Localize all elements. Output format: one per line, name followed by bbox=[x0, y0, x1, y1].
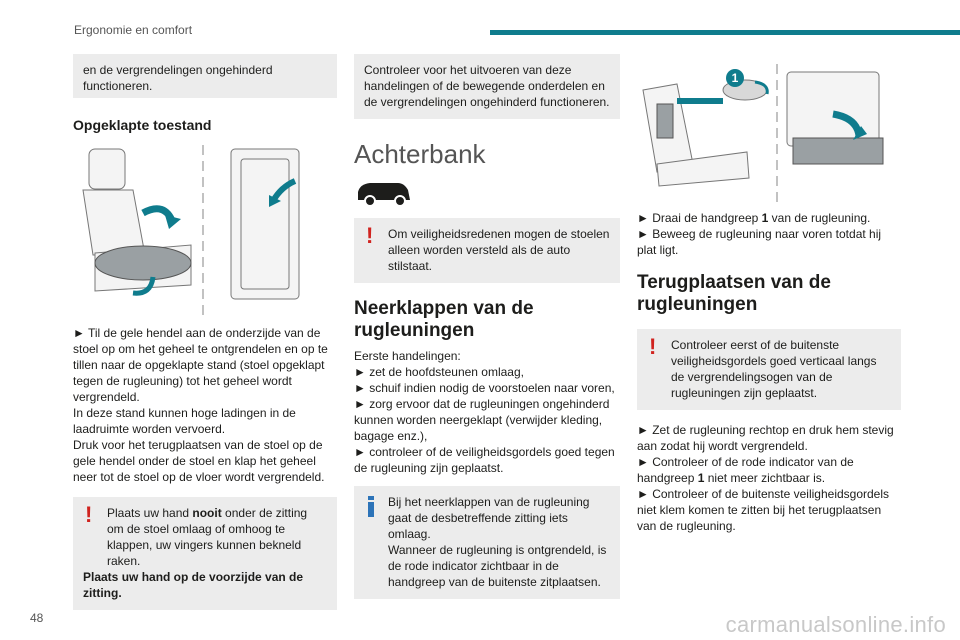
page-number: 48 bbox=[30, 611, 44, 625]
warning-belts-text: Controleer eerst of de buitenste veiligheidsgordels goed verticaal langs de vergrendelingsogen van de rugleuningen zijn geplaatst. bbox=[671, 338, 877, 400]
replace-step-2 bbox=[637, 454, 901, 486]
folded-seat-illustration bbox=[73, 145, 337, 315]
folded-step: ► Til de gele hendel aan de onderzijde van de stoel op om het geheel te ontgrendelen en op te tillen naar de opgeklapte stand (stoel opgeklapt tegen de rugleuning) tot het geheel wordt vergrendeld. bbox=[73, 326, 328, 404]
heading-replace-backrests: Terugplaatsen van de rugleuningen bbox=[637, 272, 831, 315]
warning-hand-post: onder de zitting om de stoel omlaag of omhoog te klappen, uw vingers kunnen bekneld raken. bbox=[107, 506, 308, 568]
fold-step-intro: Eerste handelingen: bbox=[354, 349, 461, 363]
warning-hand-text bbox=[83, 502, 327, 569]
warning-box-hand bbox=[73, 497, 337, 610]
step1-post: van de rugleuning. bbox=[768, 211, 871, 225]
heading-fold-down-backrests: Neerklappen van de rugleuningen bbox=[354, 298, 534, 341]
replace-body bbox=[637, 422, 901, 534]
van-silhouette-icon bbox=[354, 180, 414, 208]
replace-step-2-bold: 1 bbox=[697, 471, 705, 485]
warning-box-stationary bbox=[354, 218, 620, 283]
fold-down-body bbox=[354, 348, 620, 476]
fold-step-2: ► schuif indien nodig de voorstoelen naar voren, bbox=[354, 381, 615, 395]
section-title-rear-bench: Achterbank bbox=[354, 139, 486, 169]
step1-bold: 1 bbox=[761, 211, 769, 225]
exclamation-icon: ! bbox=[649, 334, 657, 359]
column-right bbox=[637, 54, 901, 534]
exclamation-icon: ! bbox=[366, 223, 374, 248]
fold-step-handle bbox=[637, 210, 901, 226]
info-folding-text: Bij het neerklappen van de rugleuning gaat de desbetreffende zitting iets omlaag. Wanneer de rugleuning is ontgrendeld, is de rode indicator zichtbaar in de handgreep van de buitenste zitplaatsen. bbox=[388, 495, 607, 589]
callout-1-label: 1 bbox=[731, 71, 739, 85]
fold-step-flat: ► Beweeg de rugleuning naar voren totdat hij plat ligt. bbox=[637, 227, 882, 257]
fold-steps bbox=[637, 210, 901, 258]
illustration-folded-seat bbox=[73, 145, 337, 315]
replace-step-2-pre: ► Controleer of de rode indicator van de handgreep bbox=[637, 455, 854, 485]
continued-note-text: en de vergrendelingen ongehinderd functioneren. bbox=[83, 63, 273, 93]
info-box-folding bbox=[354, 486, 620, 599]
column-left bbox=[73, 54, 337, 610]
watermark: carmanualsonline.info bbox=[725, 612, 946, 637]
folded-note-1: In deze stand kunnen hoge ladingen in de laadruimte worden vervoerd. bbox=[73, 406, 296, 436]
van-icon bbox=[354, 180, 620, 208]
fold-step-4: ► controleer of de veiligheidsgordels goed tegen de rugleuning zijn geplaatst. bbox=[354, 445, 615, 475]
warning-box-belts bbox=[637, 329, 901, 410]
replace-step-2-post: niet meer zichtbaar is. bbox=[704, 471, 826, 485]
info-icon bbox=[366, 496, 376, 518]
fold-step-3: ► zorg ervoor dat de rugleuningen ongehinderd kunnen worden neergeklapt (verwijder kleding, bagage enz.), bbox=[354, 397, 610, 443]
warning-hand-pre: Plaats uw hand bbox=[107, 506, 193, 520]
step1-pre: ► Draai de handgreep bbox=[637, 211, 762, 225]
check-note-text: Controleer voor het uitvoeren van deze handelingen of de bewegende onderdelen en de vergrendelingen ongehinderd functioneren. bbox=[364, 63, 610, 109]
replace-step-3: ► Controleer of de buitenste veiligheidsgordels niet klem komen te zitten bij het terugplaatsen van de rugleuning. bbox=[637, 487, 890, 533]
folded-body bbox=[73, 325, 337, 485]
continued-note-box bbox=[73, 54, 337, 98]
folded-note-2: Druk voor het terugplaatsen van de stoel op de gele hendel onder de stoel en klap het geheel neer tot de stoel op de vloer wordt vergrendeld. bbox=[73, 438, 325, 484]
exclamation-icon: ! bbox=[85, 502, 93, 527]
header-section-title: Ergonomie en comfort bbox=[74, 23, 193, 37]
warning-stationary-text: Om veiligheidsredenen mogen de stoelen alleen worden versteld als de auto stilstaat. bbox=[388, 227, 610, 273]
fold-step-1: ► zet de hoofdsteunen omlaag, bbox=[354, 365, 524, 379]
backrest-illustration bbox=[637, 54, 901, 204]
warning-hand-bold-line: Plaats uw hand op de voorzijde van de zitting. bbox=[83, 570, 304, 600]
heading-folded-position: Opgeklapte toestand bbox=[73, 117, 212, 133]
illustration-backrest bbox=[637, 54, 901, 204]
check-note-box bbox=[354, 54, 620, 119]
warning-hand-bold: nooit bbox=[192, 506, 222, 520]
replace-step-1: ► Zet de rugleuning rechtop en druk hem stevig aan zodat hij wordt vergrendeld. bbox=[637, 423, 894, 453]
header-accent-bar bbox=[490, 30, 960, 35]
column-middle bbox=[354, 54, 620, 599]
